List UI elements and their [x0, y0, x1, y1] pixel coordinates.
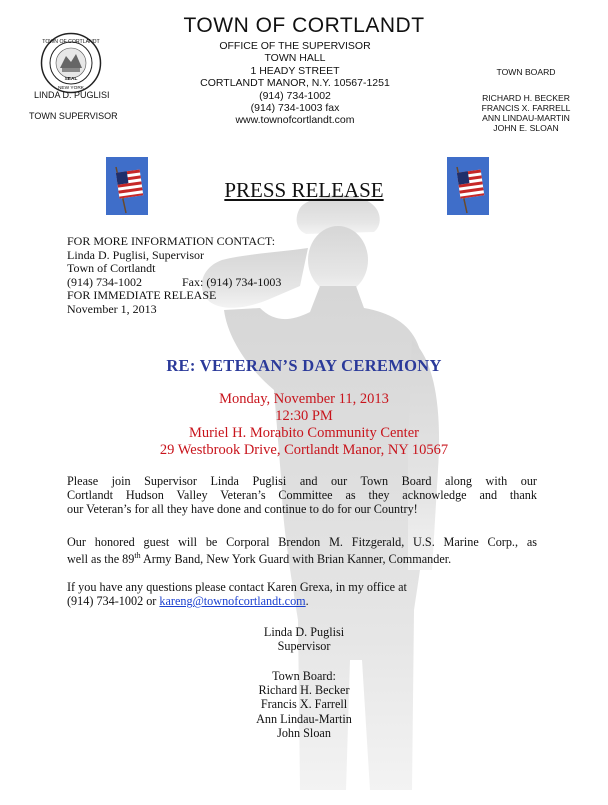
website-text: www.townofcortlandt.com [235, 114, 355, 127]
event-details [0, 391, 608, 459]
town-board-members [460, 93, 592, 133]
contact-label: FOR MORE INFORMATION CONTACT: [67, 234, 276, 248]
ordinal-suffix: th [134, 551, 141, 561]
board-member-name: Francis X. Farrell [260, 697, 348, 712]
email-link[interactable]: kareng@townofcortlandt.com [159, 594, 306, 609]
event-date: Monday, November 11, 2013 [219, 391, 389, 407]
office-phone: (914) 734-1002 [259, 89, 331, 102]
signature-title: Supervisor [277, 639, 331, 654]
board-label: Town Board: [272, 669, 336, 683]
town-title: TOWN OF CORTLANDT [183, 14, 425, 37]
town-hall: TOWN HALL [264, 52, 326, 65]
street-address: 1 HEADY STREET [250, 64, 340, 77]
seal-bottom-text: NEW YORK [57, 86, 85, 91]
town-board-signature [0, 669, 608, 740]
board-member-name: John Sloan [277, 725, 331, 740]
board-member: ANN LINDAU-MARTIN [482, 113, 570, 123]
contact-block [67, 235, 281, 316]
contact-org: Town of Cortlandt [67, 261, 156, 275]
event-address: 29 Westbrook Drive, Cortlandt Manor, NY 10567 [159, 442, 449, 458]
city-address: CORTLANDT MANOR, N.Y. 10567-1251 [200, 77, 390, 90]
release-date: November 1, 2013 [67, 301, 157, 316]
line-text: (914) 734-1002 or [67, 594, 160, 609]
town-seal-icon [40, 32, 102, 94]
invitation-paragraph [67, 474, 537, 517]
paragraph-line [67, 594, 537, 608]
contact-fax: Fax: (914) 734-1003 [182, 274, 282, 289]
event-time: 12:30 PM [275, 408, 333, 424]
board-member: FRANCIS X. FARRELL [481, 103, 571, 113]
press-release-heading [0, 178, 608, 203]
guest-paragraph [67, 535, 537, 566]
signature-name: Linda D. Puglisi [263, 625, 345, 639]
paragraph-line [67, 549, 537, 566]
board-member-name: Richard H. Becker [258, 683, 350, 698]
signature-block [0, 625, 608, 653]
contact-name: Linda D. Puglisi, Supervisor [67, 247, 204, 262]
contact-phone-fax-row [67, 276, 281, 290]
paragraph-line: Cortlandt Hudson Valley Veteran’s Committee as they acknowledge and thank [67, 488, 537, 503]
re-heading: RE: VETERAN’S DAY CEREMONY [166, 356, 442, 375]
paragraph-line: our Veteran’s for all they have done and continue to do for our Country! [67, 502, 418, 517]
contact-phone: (914) 734-1002 [67, 274, 142, 289]
board-member: RICHARD H. BECKER [482, 93, 570, 103]
line-text: well as the 89 [67, 552, 135, 567]
office-fax: (914) 734-1003 fax [250, 102, 340, 115]
press-release-label: PRESS RELEASE [224, 178, 384, 202]
office-address-block [170, 40, 420, 127]
paragraph-line: If you have any questions please contact Karen Grexa, in my office at [67, 580, 407, 594]
seal-middle-text: SEAL [64, 77, 78, 82]
board-member: JOHN E. SLOAN [493, 123, 559, 133]
supervisor-name-header: LINDA D. PUGLISI [34, 90, 110, 100]
town-board-title: TOWN BOARD [496, 67, 556, 77]
event-venue: Muriel H. Morabito Community Center [189, 425, 419, 441]
release-type: FOR IMMEDIATE RELEASE [67, 288, 217, 302]
board-member-name: Ann Lindau-Martin [256, 711, 352, 726]
line-text: . [305, 594, 309, 609]
seal-top-text: TOWN OF CORTLANDT [42, 39, 100, 45]
paragraph-line: Our honored guest will be Corporal Brendon M. Fitzgerald, U.S. Marine Corp., as [67, 535, 537, 549]
office-name: OFFICE OF THE SUPERVISOR [219, 40, 371, 52]
paragraph-line: Please join Supervisor Linda Puglisi and our Town Board along with our [67, 474, 537, 488]
questions-paragraph [67, 580, 537, 608]
line-text: Army Band, New York Guard with Brian Kanner, Commander. [140, 552, 452, 567]
supervisor-title-header: TOWN SUPERVISOR [29, 111, 118, 121]
